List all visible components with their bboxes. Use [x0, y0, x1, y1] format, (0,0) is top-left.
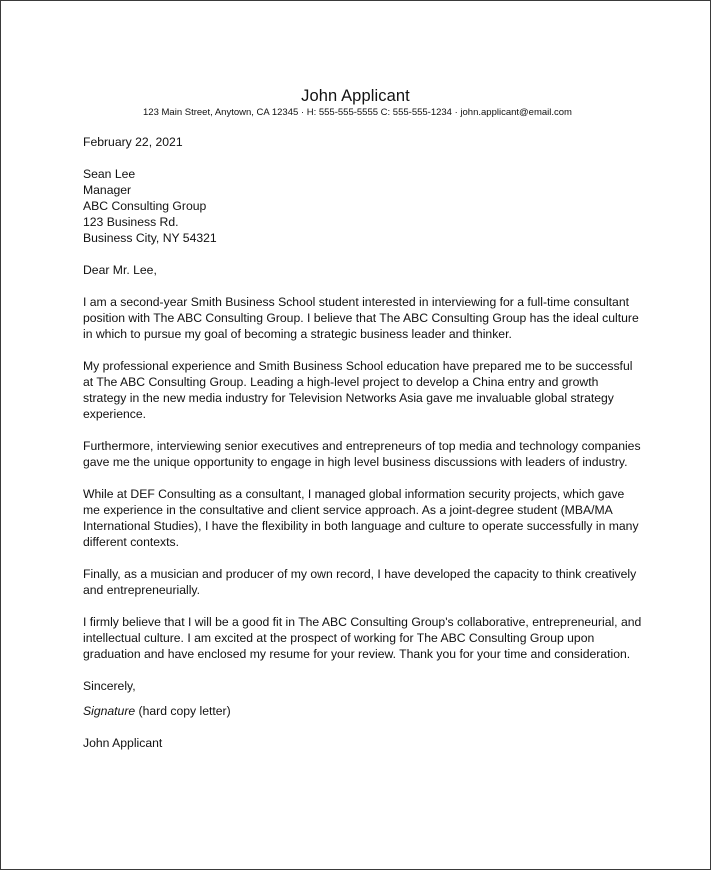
recipient-name: Sean Lee: [83, 167, 136, 181]
signature-label: Signature: [83, 704, 136, 718]
sender-name-footer: John Applicant: [83, 736, 163, 750]
recipient-title: Manager: [83, 183, 132, 197]
letter-body: [83, 134, 643, 751]
sender-name-heading: John Applicant: [301, 87, 410, 105]
sender-contact-line: 123 Main Street, Anytown, CA 12345 · H: 555-555-5555 C: 555-555-1234 · john.applicant@email.com: [143, 107, 572, 118]
recipient-address: [83, 166, 643, 246]
signature-note: (hard copy letter): [135, 704, 231, 718]
paragraph-consulting: While at DEF Consulting as a consultant, I managed global information security projects, which gave me experience in the consultative and client service approach. As a joint-degree student (MBA/MA International Studies), I have the flexibility in both language and culture to operate successfully in many different contexts.: [83, 487, 639, 549]
recipient-city: Business City, NY 54321: [83, 231, 217, 245]
recipient-street: 123 Business Rd.: [83, 215, 179, 229]
closing: Sincerely,: [83, 679, 136, 693]
signature-line: [83, 703, 643, 719]
salutation: Dear Mr. Lee,: [83, 263, 157, 277]
paragraph-experience: My professional experience and Smith Business School education have prepared me to be successful at The ABC Consulting Group. Leading a high-level project to develop a China entry and growth strategy in the new media industry for Television Networks Asia gave me invaluable global strategy experience.: [83, 359, 633, 421]
paragraph-musician: Finally, as a musician and producer of my own record, I have developed the capacity to think creatively and entrepreneurially.: [83, 567, 637, 597]
paragraph-intro: I am a second-year Smith Business School student interested in interviewing for a full-time consultant position with The ABC Consulting Group. I believe that The ABC Consulting Group has the ideal culture in which to pursue my goal of becoming a strategic business leader and thinker.: [83, 295, 639, 341]
letter-date: February 22, 2021: [83, 135, 183, 149]
recipient-company: ABC Consulting Group: [83, 199, 207, 213]
paragraph-conclusion: I firmly believe that I will be a good fit in The ABC Consulting Group's collaborative, entrepreneurial, and intellectual culture. I am excited at the prospect of working for The ABC Consulting Group upon graduation and have enclosed my resume for your review. Thank you for your time and consideration.: [83, 615, 642, 661]
letterhead: [1, 86, 710, 120]
paragraph-interviews: Furthermore, interviewing senior executives and entrepreneurs of top media and technology companies gave me the unique opportunity to engage in high level business discussions with leaders of industry.: [83, 439, 641, 469]
